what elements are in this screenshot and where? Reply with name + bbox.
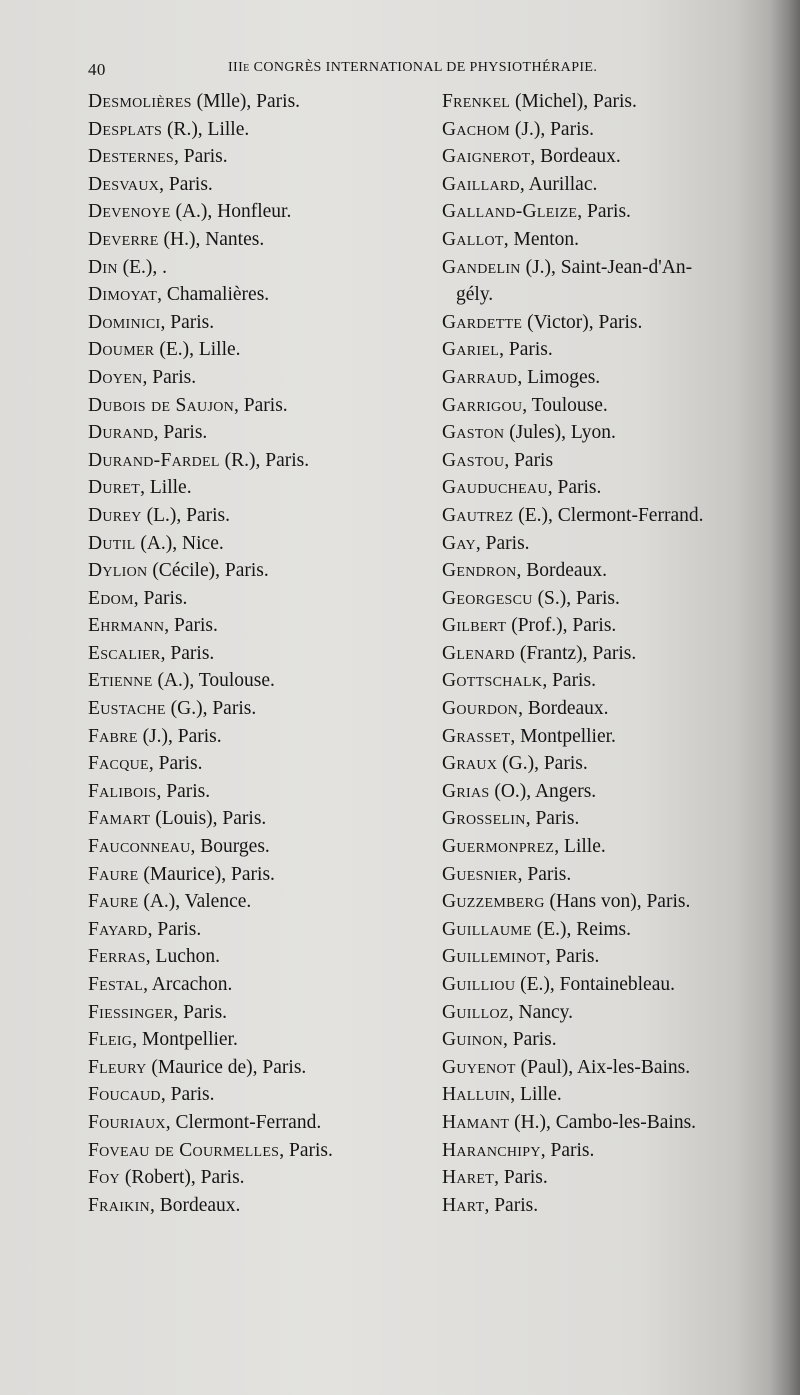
member-entry <box>88 999 448 1027</box>
member-entry <box>442 143 787 171</box>
member-surname: Foucaud <box>88 1084 161 1106</box>
member-details: , Paris. <box>147 918 202 940</box>
member-surname: Festal <box>88 974 144 995</box>
member-surname: Gachom <box>442 118 510 140</box>
member-entry <box>442 1137 787 1165</box>
member-entry <box>442 530 787 558</box>
member-details: , Paris. <box>494 1167 548 1189</box>
member-surname: Foveau de Courmelles <box>88 1139 280 1161</box>
left-member-column <box>88 88 448 1219</box>
member-details: , Paris. <box>542 670 596 692</box>
member-surname: Fiessinger <box>88 1001 174 1023</box>
member-surname: Faure <box>88 863 139 885</box>
member-entry <box>442 502 787 530</box>
member-entry <box>442 999 787 1027</box>
member-surname: Gautrez <box>442 504 514 526</box>
member-surname: Fabre <box>88 725 138 747</box>
member-entry <box>442 888 787 916</box>
member-surname: Gaignerot <box>442 146 531 168</box>
member-details: (S.), Paris. <box>532 587 620 609</box>
member-entry <box>88 861 448 889</box>
member-surname: Garraud <box>442 366 518 388</box>
member-details: , Bordeaux. <box>518 698 609 720</box>
member-entry <box>442 1054 787 1082</box>
member-entry <box>88 116 448 144</box>
member-entry <box>442 612 787 640</box>
member-entry <box>88 640 448 668</box>
member-surname: Gourdon <box>442 698 519 720</box>
member-entry <box>88 1109 448 1137</box>
member-details: (L.), Paris. <box>141 504 230 526</box>
member-details: , Chamalières. <box>157 284 270 306</box>
member-surname: Duret <box>88 477 141 499</box>
member-entry <box>442 833 787 861</box>
member-entry <box>442 226 787 254</box>
member-surname: Durey <box>88 504 142 526</box>
member-details: (Louis), Paris. <box>150 808 267 830</box>
member-entry <box>88 723 448 751</box>
member-surname: Guzzemberg <box>442 891 545 913</box>
member-details: , Toulouse. <box>522 394 608 416</box>
member-entry <box>88 502 448 530</box>
member-details: (J.), Saint-Jean-d'An- <box>520 256 693 278</box>
member-entry <box>442 585 787 613</box>
member-entry <box>88 695 448 723</box>
member-surname: Hart <box>442 1194 485 1216</box>
member-details: (Frantz), Paris. <box>514 642 637 664</box>
member-surname: Durand-Fardel <box>88 449 220 471</box>
member-surname: Garrigou <box>442 394 523 416</box>
member-entry <box>88 778 448 806</box>
member-details: (G.), Paris. <box>165 698 257 720</box>
member-entry <box>88 474 448 502</box>
member-details: (Mlle), Paris. <box>191 91 301 112</box>
member-entry <box>88 143 448 171</box>
member-entry <box>442 778 787 806</box>
member-surname: Guilleminot <box>442 946 546 968</box>
member-details: , Paris. <box>545 946 600 968</box>
member-surname: Guinon <box>442 1029 503 1051</box>
member-details: (E.), Reims. <box>531 918 631 940</box>
member-surname: Dutil <box>88 532 136 554</box>
member-details: , Paris. <box>475 532 530 554</box>
member-entry <box>88 1026 448 1054</box>
member-details: , Paris. <box>160 1084 215 1106</box>
member-entry <box>88 336 448 364</box>
member-surname: Dominici <box>88 311 161 333</box>
member-surname: Grasset <box>442 725 511 747</box>
member-details: (R.), Paris. <box>219 449 310 471</box>
member-details: , Aurillac. <box>519 173 598 195</box>
member-surname: Hamant <box>442 1111 510 1133</box>
member-entry <box>88 1054 448 1082</box>
member-details: , Nancy. <box>508 1001 573 1023</box>
member-details: , Arcachon. <box>143 974 233 995</box>
member-entry <box>88 612 448 640</box>
member-details: (H.), Cambo-les-Bains. <box>509 1111 697 1133</box>
page-header <box>88 54 728 84</box>
member-surname: Gandelin <box>442 256 521 278</box>
member-entry <box>88 585 448 613</box>
member-surname: Etienne <box>88 670 153 692</box>
member-surname: Deverre <box>88 228 159 250</box>
member-entry <box>442 198 787 226</box>
member-details: (Victor), Paris. <box>522 311 643 333</box>
member-entry <box>442 640 787 668</box>
member-surname: Guermonprez <box>442 836 555 858</box>
member-details: , Lille. <box>554 836 606 858</box>
member-details: , Lille. <box>140 477 192 499</box>
member-entry <box>442 419 787 447</box>
member-surname: Gallot <box>442 228 504 250</box>
member-details: , Paris. <box>148 753 203 775</box>
member-entry <box>442 723 787 751</box>
member-surname: Haret <box>442 1167 495 1189</box>
member-entry <box>442 1192 787 1220</box>
member-entry <box>442 474 787 502</box>
member-entry <box>88 254 448 282</box>
member-entry <box>442 1164 787 1192</box>
member-details: , Menton. <box>503 228 580 250</box>
member-surname: Glenard <box>442 642 515 664</box>
member-details: , Paris. <box>160 311 215 333</box>
member-surname: Devenoye <box>88 201 171 223</box>
member-surname: Faure <box>88 891 139 913</box>
member-surname: Guilloz <box>442 1001 509 1023</box>
member-surname: Desvaux <box>88 173 160 195</box>
member-surname: Fauconneau <box>88 836 191 858</box>
member-entry <box>442 943 787 971</box>
member-surname: Grosselin <box>442 808 526 830</box>
member-surname: Ehrmann <box>88 615 165 637</box>
member-entry <box>442 695 787 723</box>
member-entry <box>88 805 448 833</box>
member-details: , Paris. <box>174 146 228 168</box>
member-surname: Falibois <box>88 780 157 802</box>
member-entry <box>88 667 448 695</box>
member-surname: Guyenot <box>442 1056 516 1078</box>
member-details: , Paris. <box>547 477 602 499</box>
member-entry <box>442 1109 787 1137</box>
member-entry <box>88 530 448 558</box>
member-details: (Maurice de), Paris. <box>146 1056 307 1078</box>
member-details: (E.), . <box>117 256 168 278</box>
member-surname: Gendron <box>442 560 517 582</box>
member-details: , Montpellier. <box>510 725 616 747</box>
member-surname: Fleig <box>88 1029 133 1051</box>
member-details: , Paris. <box>234 394 288 416</box>
member-details: , Paris. <box>499 339 553 361</box>
member-entry <box>88 1192 448 1220</box>
member-details: , Bordeaux. <box>149 1194 241 1216</box>
member-surname: Dimoyat <box>88 284 158 306</box>
member-details: (R.), Lille. <box>162 118 250 140</box>
member-entry <box>88 750 448 778</box>
member-surname: Famart <box>88 808 151 830</box>
member-details: , Bordeaux. <box>530 146 621 168</box>
member-entry <box>88 833 448 861</box>
member-surname: Gaillard <box>442 173 520 195</box>
member-details: , Paris. <box>577 201 631 223</box>
member-entry <box>442 667 787 695</box>
member-details: (Paul), Aix-les-Bains. <box>515 1056 691 1078</box>
member-surname: Fayard <box>88 918 148 940</box>
member-surname: Fouriaux <box>88 1111 166 1133</box>
member-surname: Gastou <box>442 449 505 471</box>
member-entry <box>88 364 448 392</box>
member-details: (H.), Nantes. <box>158 228 265 250</box>
member-surname: Georgescu <box>442 587 533 609</box>
member-surname: Galland-Gleize <box>442 201 578 223</box>
member-surname: Gauducheau <box>442 477 548 499</box>
member-details: , Paris. <box>164 615 218 637</box>
member-entry <box>442 861 787 889</box>
member-surname: Doumer <box>88 339 155 361</box>
member-surname: Grias <box>442 780 490 802</box>
member-entry <box>442 88 787 116</box>
member-surname: Gariel <box>442 339 500 361</box>
member-details: (Michel), Paris. <box>510 91 637 112</box>
member-entry <box>88 88 448 116</box>
member-details: , Paris. <box>153 422 208 444</box>
member-surname: Escalier <box>88 642 161 664</box>
member-surname: Doyen <box>88 366 143 388</box>
member-details: (J.), Paris. <box>137 725 222 747</box>
member-surname: Edom <box>88 587 134 609</box>
member-details: (Prof.), Paris. <box>506 615 617 637</box>
member-surname: Eustache <box>88 698 166 720</box>
member-details: (A.), Valence. <box>138 891 252 913</box>
member-entry <box>442 309 787 337</box>
member-surname: Gilbert <box>442 615 507 637</box>
member-entry <box>442 916 787 944</box>
right-member-column <box>442 88 787 1219</box>
member-entry <box>442 971 787 999</box>
member-surname: Gaston <box>442 422 505 444</box>
member-entry <box>442 447 787 475</box>
member-details: (G.), Paris. <box>497 753 588 775</box>
member-entry <box>442 116 787 144</box>
member-entry <box>442 392 787 420</box>
member-entry <box>88 392 448 420</box>
member-details: (Jules), Lyon. <box>504 422 616 444</box>
member-details: , Paris. <box>484 1194 539 1216</box>
member-surname: Guillaume <box>442 918 532 940</box>
member-surname: Facque <box>88 753 149 775</box>
member-entry <box>88 419 448 447</box>
member-surname: Halluin <box>442 1084 511 1106</box>
member-entry <box>88 916 448 944</box>
member-entry <box>88 557 448 585</box>
member-surname: Fraikin <box>88 1194 150 1216</box>
member-entry <box>88 226 448 254</box>
member-details: , Paris. <box>156 780 211 802</box>
member-details: , Paris. <box>525 808 580 830</box>
member-entry <box>88 943 448 971</box>
member-details: gély. <box>456 284 494 306</box>
member-details: (E.), Fontainebleau. <box>515 974 675 995</box>
member-surname: Fleury <box>88 1056 147 1078</box>
member-entry <box>442 557 787 585</box>
member-entry <box>442 281 787 309</box>
member-surname: Dubois de Saujon <box>88 394 235 416</box>
member-entry <box>442 805 787 833</box>
member-entry <box>442 750 787 778</box>
running-title: IIIe CONGRÈS INTERNATIONAL DE PHYSIOTHÉRAPIE. <box>228 60 598 75</box>
member-surname: Desplats <box>88 118 163 140</box>
member-entry <box>442 171 787 199</box>
member-details: , Paris. <box>517 863 572 885</box>
member-entry <box>442 1081 787 1109</box>
member-details: , Paris <box>504 449 554 471</box>
member-entry <box>88 171 448 199</box>
member-entry <box>88 309 448 337</box>
member-entry <box>442 1026 787 1054</box>
member-surname: Desternes <box>88 146 175 168</box>
member-entry <box>88 198 448 226</box>
page-number: 40 <box>88 60 106 79</box>
member-surname: Ferras <box>88 946 146 968</box>
member-entry <box>88 447 448 475</box>
member-details: , Paris. <box>173 1001 228 1023</box>
member-details: (O.), Angers. <box>489 780 597 802</box>
member-surname: Foy <box>88 1167 120 1189</box>
member-entry <box>442 254 787 282</box>
member-details: , Paris. <box>160 642 215 664</box>
member-details: , Paris. <box>142 366 197 388</box>
member-entry <box>88 888 448 916</box>
member-details: , Montpellier. <box>132 1029 238 1051</box>
member-entry <box>88 1164 448 1192</box>
member-details: , Paris. <box>279 1139 333 1161</box>
member-entry <box>88 1137 448 1165</box>
member-details: , Paris. <box>540 1139 595 1161</box>
member-details: (J.), Paris. <box>510 118 594 140</box>
member-entry <box>88 281 448 309</box>
member-entry <box>442 364 787 392</box>
member-surname: Din <box>88 256 118 278</box>
member-surname: Gottschalk <box>442 670 543 692</box>
member-surname: Desmolières <box>88 91 192 112</box>
member-details: (E.), Lille. <box>154 339 241 361</box>
member-details: , Limoges. <box>517 366 601 388</box>
member-surname: Gardette <box>442 311 523 333</box>
member-surname: Guilliou <box>442 974 516 995</box>
member-details: , Paris. <box>159 173 213 195</box>
member-details: (A.), Nice. <box>135 532 224 554</box>
member-details: (A.), Honfleur. <box>170 201 292 223</box>
member-surname: Graux <box>442 753 498 775</box>
member-details: (Robert), Paris. <box>119 1167 245 1189</box>
member-details: , Bourges. <box>190 836 270 858</box>
member-details: (Cécile), Paris. <box>147 560 269 582</box>
member-details: (E.), Clermont-Ferrand. <box>513 504 704 526</box>
member-details: , Luchon. <box>145 946 220 968</box>
member-entry <box>88 971 448 999</box>
member-surname: Haranchipy <box>442 1139 541 1161</box>
member-details: (Maurice), Paris. <box>138 863 275 885</box>
member-details: , Paris. <box>133 587 188 609</box>
member-details: (Hans von), Paris. <box>544 891 691 913</box>
member-details: , Bordeaux. <box>516 560 607 582</box>
member-surname: Durand <box>88 422 154 444</box>
member-surname: Guesnier <box>442 863 518 885</box>
member-surname: Gay <box>442 532 476 554</box>
member-details: , Clermont-Ferrand. <box>165 1111 322 1133</box>
member-surname: Dylion <box>88 560 148 582</box>
member-entry <box>88 1081 448 1109</box>
member-details: (A.), Toulouse. <box>152 670 275 692</box>
member-details: , Lille. <box>510 1084 562 1106</box>
member-surname: Frenkel <box>442 91 511 112</box>
member-entry <box>442 336 787 364</box>
member-details: , Paris. <box>503 1029 557 1051</box>
